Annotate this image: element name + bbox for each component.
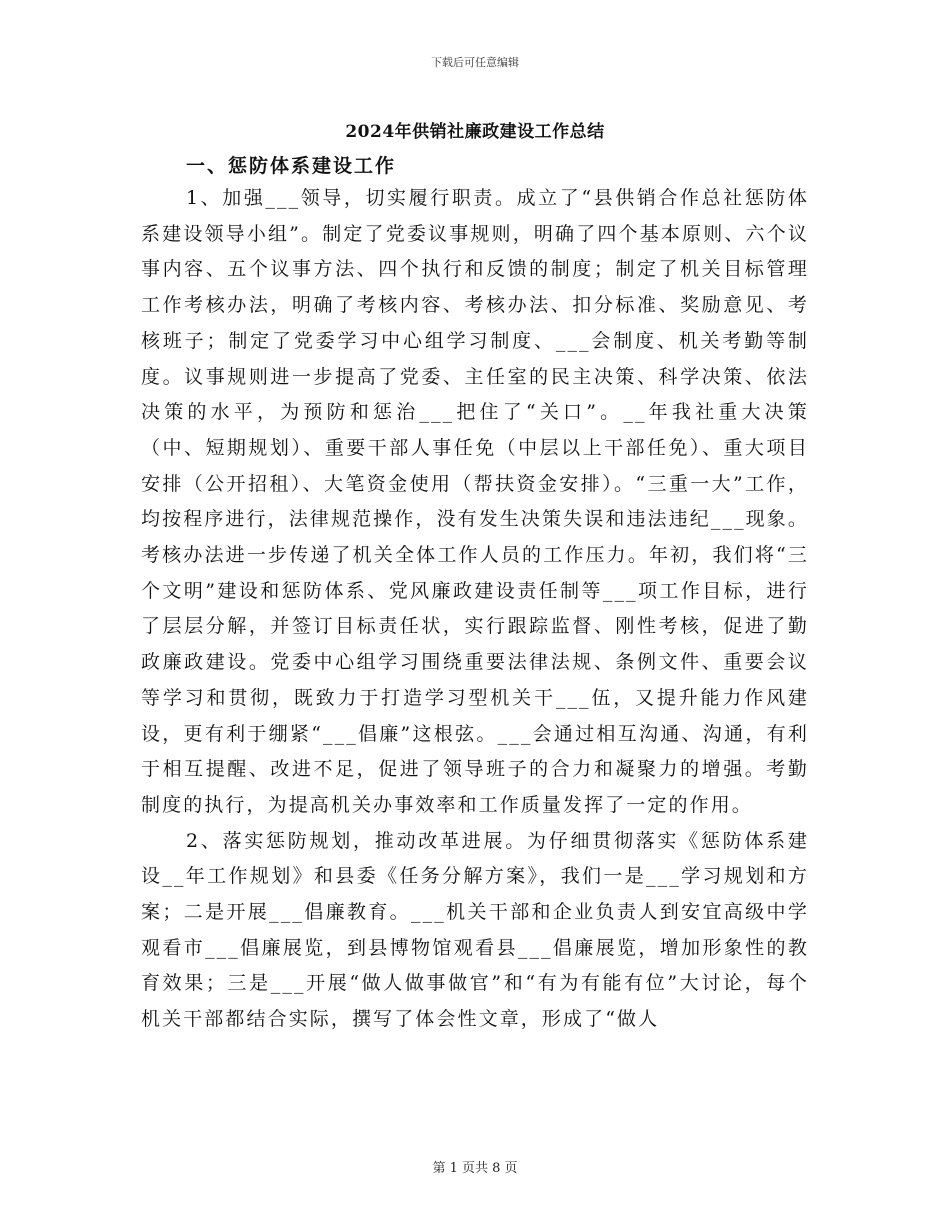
- section-heading: 一、惩防体系建设工作: [186, 155, 397, 177]
- page-number: 第 1 页共 8 页: [432, 1161, 518, 1176]
- document-body: [141, 181, 809, 1038]
- document-title: 2024年供销社廉政建设工作总结: [345, 122, 605, 142]
- paragraph-1: 1、加强___领导，切实履行职责。成立了“县供销合作总社惩防体系建设领导小组”。制定了党委议事规则，明确了四个基本原则、六个议事内容、五个议事方法、四个执行和反馈的制度；制定了机关目标管理工作考核办法，明确了考核内容、考核办法、扣分标准、奖励意见、考核班子；制定了党委学习中心组学习制度、___会制度、机关考勤等制度。议事规则进一步提高了党委、主任室的民主决策、科学决策、依法决策的水平，为预防和惩治___把住了“关口”。__年我社重大决策（中、短期规划）、重要干部人事任免（中层以上干部任免）、重大项目安排（公开招租）、大笔资金使用（帮扶资金安排）。“三重一大”工作，均按程序进行，法律规范操作，没有发生决策失误和违法违纪___现象。考核办法进一步传递了机关全体工作人员的工作压力。年初，我们将“三个文明”建设和惩防体系、党风廉政建设责任制等___项工作目标，进行了层层分解，并签订目标责任状，实行跟踪监督、刚性考核，促进了勤政廉政建设。党委中心组学习围绕重要法律法规、条例文件、重要会议等学习和贯彻，既致力于打造学习型机关干___伍，又提升能力作风建设，更有利于绷紧“___倡廉”这根弦。___会通过相互沟通、沟通，有利于相互提醒、改进不足，促进了领导班子的合力和凝聚力的增强。考勤制度的执行，为提高机关办事效率和工作质量发挥了一定的作用。: [141, 187, 809, 816]
- paragraph-2: 2、落实惩防规划，推动改革进展。为仔细贯彻落实《惩防体系建设__年工作规划》和县委《任务分解方案》，我们一是___学习规划和方案；二是开展___倡廉教育。___机关干部和企业负责人到安宜高级中学观看市___倡廉展览，到县博物馆观看县___倡廉展览，增加形象性的教育效果；三是___开展“做人做事做官”和“有为有能有位”大讨论，每个机关干部都结合实际，撰写了体会性文章，形成了“做人: [141, 829, 809, 1031]
- page-header-note: 下载后可任意编辑: [431, 56, 519, 69]
